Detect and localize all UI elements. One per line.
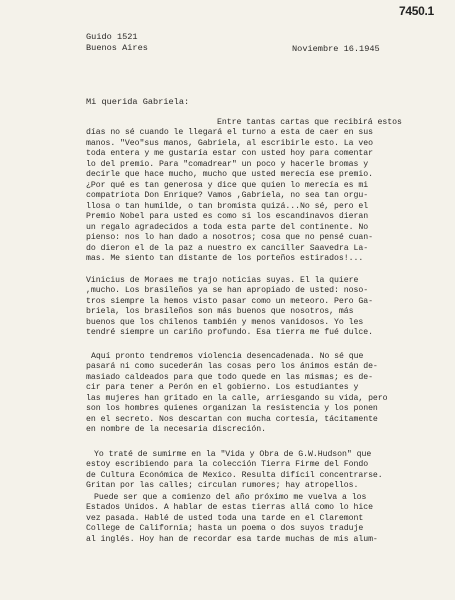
body-line: estoy escribiendo para la colección Tierra Firme del Fondo: [86, 460, 369, 469]
address-line-street: Guido 1521: [86, 32, 138, 42]
body-line: Gritan por las calles; circulan rumores; hay atropellos.: [86, 481, 359, 490]
body-line: Premio Nobel para usted es como si los escandinavos dieran: [86, 212, 369, 221]
body-line: llosa o tan humilde, o tan bromista quizá...No sé, pero el: [86, 202, 369, 211]
body-line: en el secreto. Nos descartan con mucha cortesía, tácitamente: [86, 415, 378, 424]
body-line: decirle que hace mucho, mucho que usted merecía ese premio.: [86, 170, 373, 179]
body-line: en nombre de la necesaria discreción.: [86, 425, 266, 434]
body-line: pasará ni como sucederán las cosas pero los ánimos están de-: [86, 362, 378, 371]
body-line: compatriota Don Enrique? Vamos ,Gabriela, no sea tan orgu-: [86, 191, 369, 200]
body-line: días no sé cuando le llegará el turno a esta de caer en sus: [86, 128, 373, 137]
body-line: Entre tantas cartas que recibirá estos: [217, 118, 402, 127]
body-line: Vinicius de Moraes me trajo noticias suyas. El la quiere: [86, 276, 359, 285]
body-line: pienso: nos lo han dado a nosotros; cosa que no pensé cuan-: [86, 233, 373, 242]
body-line: ,mucho. Los brasileños ya se han apropiado de usted: noso-: [86, 286, 369, 295]
body-line: College de California; hasta un poema o dos suyos traduje: [86, 524, 364, 533]
body-line: las mujeres han gritado en la calle, arriesgando su vida, pero: [86, 394, 388, 403]
body-line: masiado caldeados para que todo quede en las mismas; es de-: [86, 373, 373, 382]
body-line: de Cultura Económica de Mexico. Resulta difícil concentrarse.: [86, 471, 383, 480]
body-line: tros siempre la hemos visto pasar como un meteoro. Pero Ga-: [86, 297, 373, 306]
body-line: Puede ser que a comienzo del año próximo me vuelva a los: [94, 493, 367, 502]
letter-date: Noviembre 16.1945: [292, 44, 380, 54]
body-line: vez pasada. Hablé de usted toda una tarde en el Claremont: [86, 514, 364, 523]
body-line: tendré siempre un cariño profundo. Esa tierra me fué dulce.: [86, 328, 373, 337]
body-line: cir para tener a Perón en el gobierno. Los estudiantes y: [86, 383, 359, 392]
archive-number: 7450.1: [399, 4, 434, 18]
address-line-city: Buenos Aires: [86, 43, 148, 53]
body-line: do dieron el de la paz a nuestro ex canciller Saavedra La-: [86, 244, 369, 253]
body-line: mas. Me siento tan distante de los porteños estirados!...: [86, 254, 364, 263]
body-line: Yo traté de sumirme en la "Vida y Obra de G.W.Hudson" que: [94, 450, 372, 459]
body-line: son los hombres quienes organizan la resistencia y los ponen: [86, 404, 378, 413]
body-line: Estados Unidos. A hablar de estas tierras allá como lo hice: [86, 503, 373, 512]
body-line: un regalo agradecidos a toda esta parte del continente. No: [86, 223, 369, 232]
body-line: manos. "Veo"sus manos, Gabriela, al escribirle esto. La veo: [86, 139, 373, 148]
body-line: briela, los brasileños son más buenos que nosotros, más: [86, 307, 354, 316]
body-line: buenos que los chilenos también y menos vanidosos. Yo les: [86, 318, 364, 327]
salutation: Mi querida Gabriela:: [86, 97, 190, 107]
body-line: lo del premio. Para "comadrear" un poco y hacerle bromas y: [86, 160, 369, 169]
body-line: al inglés. Hoy han de recordar esa tarde muchas de mis alum-: [86, 535, 378, 544]
body-line: ¿Por qué es tan generosa y dice que quien lo merecía es mi: [86, 181, 369, 190]
body-line: toda entera y me gustaría estar con usted hoy para comentar: [86, 149, 373, 158]
body-line: Aquí pronto tendremos violencia desencadenada. No sé que: [91, 352, 364, 361]
